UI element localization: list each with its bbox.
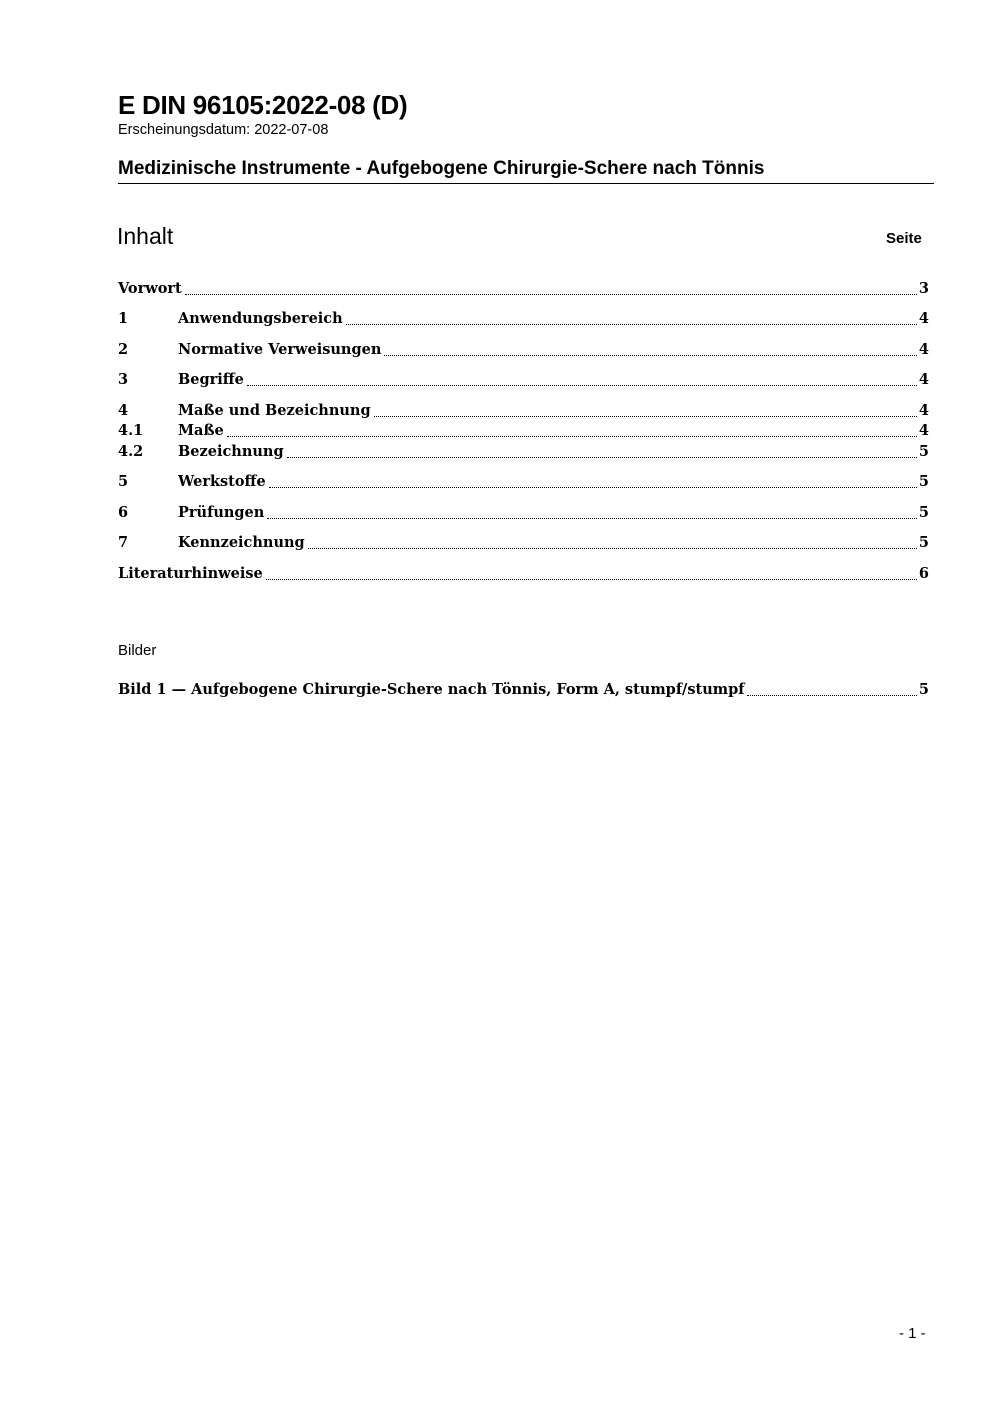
contents-heading: Inhalt (117, 223, 174, 249)
publication-date: Erscheinungsdatum: 2022-07-08 (118, 122, 329, 138)
toc-entry-page: 3 (918, 280, 929, 297)
toc-entry-page: 4 (918, 310, 929, 327)
toc-leader (308, 548, 917, 549)
toc-entry-title: Normative Verweisungen (178, 341, 382, 358)
toc-entry-page: 5 (918, 504, 929, 521)
toc-leader (747, 695, 916, 696)
toc-entry-number: 4 (118, 402, 129, 419)
figures-heading: Bilder (118, 642, 157, 659)
toc-leader (374, 416, 917, 417)
document-id: E DIN 96105:2022-08 (D) (118, 90, 408, 120)
page-column-label: Seite (886, 230, 922, 247)
toc-entry-4[interactable] (118, 402, 929, 422)
toc-leader (185, 294, 917, 295)
toc-leader (266, 579, 917, 580)
toc-entry-title: Maße (178, 422, 224, 439)
toc-leader (247, 385, 917, 386)
toc-entry-vorwort[interactable] (118, 280, 929, 300)
toc-entry-number: 5 (118, 473, 129, 490)
toc-entry-title: Literaturhinweise (118, 565, 263, 582)
toc-entry-number: 2 (118, 341, 129, 358)
toc-entry-title: Prüfungen (178, 504, 265, 521)
toc-entry-title: Bezeichnung (178, 443, 284, 460)
toc-leader (287, 457, 917, 458)
toc-entry-page: 4 (918, 402, 929, 419)
toc-leader (227, 436, 917, 437)
toc-entry-page: 6 (918, 565, 929, 582)
toc-entry-title: Vorwort (118, 280, 182, 297)
toc-entry-number: 3 (118, 371, 129, 388)
toc-leader (384, 355, 917, 356)
toc-entry-number: 6 (118, 504, 129, 521)
toc-entry-title: Maße und Bezeichnung (178, 402, 371, 419)
toc-entry-title: Werkstoffe (178, 473, 266, 490)
toc-entry-page: 4 (918, 371, 929, 388)
toc-leader (267, 518, 917, 519)
document-title: Medizinische Instrumente - Aufgebogene Chirurgie-Schere nach Tönnis (118, 158, 765, 179)
toc-entry-4-2[interactable] (118, 443, 929, 463)
toc-entry-4-1[interactable] (118, 422, 929, 442)
toc-entry-number: 4.2 (118, 443, 144, 460)
toc-entry-number: 4.1 (118, 422, 144, 439)
toc-entry-page: 5 (918, 443, 929, 460)
toc-entry-page: 4 (918, 422, 929, 439)
figure-entry-1[interactable] (118, 681, 929, 701)
toc-entry-title: Kennzeichnung (178, 534, 305, 551)
figure-entry-title: Bild 1 — Aufgebogene Chirurgie-Schere nach Tönnis, Form A, stumpf/stumpf (118, 681, 745, 698)
toc-entry-2[interactable] (118, 341, 929, 361)
toc-entry-literaturhinweise[interactable] (118, 565, 929, 585)
footer-page-number: - 1 - (899, 1325, 926, 1342)
toc-entry-6[interactable] (118, 504, 929, 524)
toc-entry-page: 4 (918, 341, 929, 358)
title-divider (118, 183, 934, 184)
toc-entry-title: Begriffe (178, 371, 244, 388)
toc-entry-title: Anwendungsbereich (178, 310, 343, 327)
toc-entry-7[interactable] (118, 534, 929, 554)
toc-entry-3[interactable] (118, 371, 929, 391)
toc-entry-number: 1 (118, 310, 129, 327)
toc-entry-1[interactable] (118, 310, 929, 330)
toc-leader (269, 487, 917, 488)
toc-leader (346, 324, 917, 325)
toc-entry-page: 5 (918, 534, 929, 551)
toc-entry-page: 5 (918, 473, 929, 490)
figure-entry-page: 5 (918, 681, 929, 698)
toc-entry-number: 7 (118, 534, 129, 551)
toc-entry-5[interactable] (118, 473, 929, 493)
